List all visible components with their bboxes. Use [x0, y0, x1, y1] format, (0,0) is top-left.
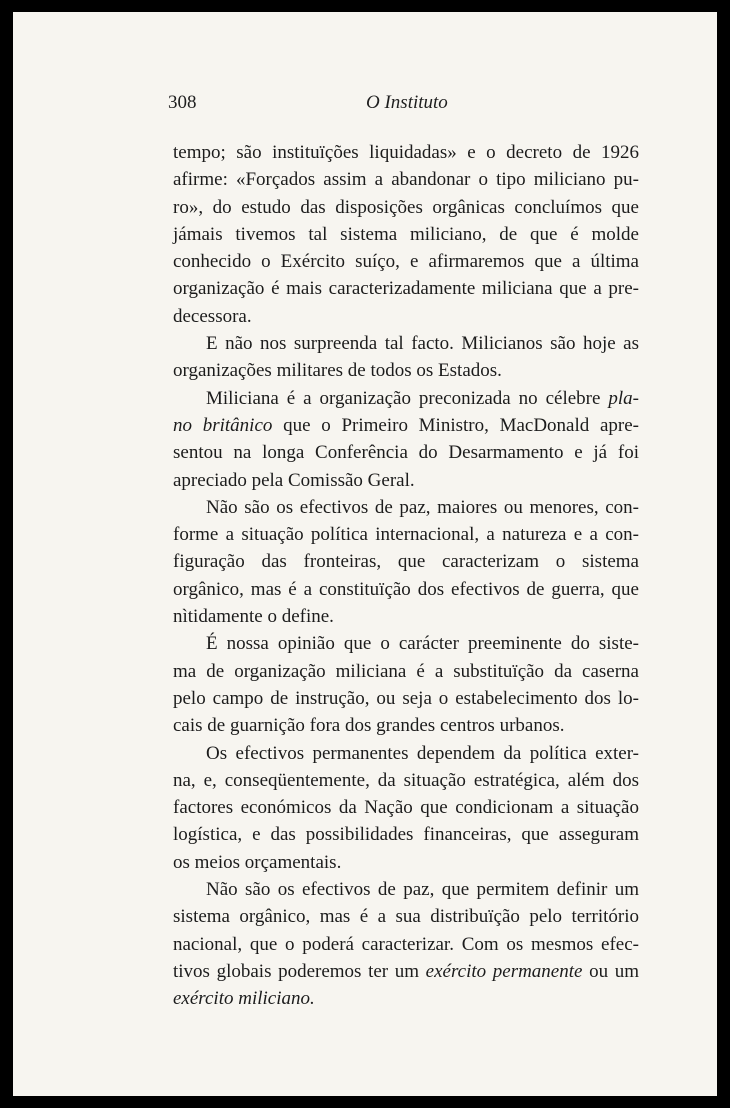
- text-line: no britânico que o Primeiro Ministro, MacDonald apre-: [173, 414, 640, 436]
- text-line: logística, e das possibilidades financeiras, que asseguram: [173, 824, 639, 846]
- text-line: E não nos surpreenda tal facto. Milicianos são hoje as: [206, 333, 639, 355]
- text-line: jámais tivemos tal sistema miliciano, de que é molde: [173, 223, 639, 245]
- paragraph: [173, 139, 639, 330]
- text-line: Não são os efectivos de paz, maiores ou menores, con-: [206, 496, 639, 518]
- text-line: exército miliciano.: [173, 988, 315, 1010]
- paragraph: [173, 630, 639, 739]
- text-line: figuração das fronteiras, que caracterizam o sistema: [173, 551, 639, 573]
- text-line: afirme: «Forçados assim a abandonar o tipo miliciano pu-: [173, 169, 639, 191]
- text-line: decessora.: [173, 305, 252, 327]
- text-line: É nossa opinião que o carácter preeminente do siste-: [206, 633, 639, 655]
- text-line: Os efectivos permanentes dependem da política exter-: [206, 742, 639, 764]
- text-line: tempo; são instituïções liquidadas» e o decreto de 1926: [173, 142, 639, 163]
- text-line: organização é mais caracterizadamente miliciana que a pre-: [173, 278, 639, 300]
- text-line: tivos globais poderemos ter um exército permanente ou um: [173, 960, 639, 982]
- text-line: apreciado pela Comissão Geral.: [173, 469, 415, 491]
- text-line: sentou na longa Conferência do Desarmamento e já foi: [173, 442, 639, 464]
- page-header: [168, 92, 568, 122]
- book-page: [13, 12, 717, 1096]
- text-line: forme a situação política internacional, a natureza e a con-: [173, 524, 639, 546]
- text-line: factores económicos da Nação que condicionam a situação: [173, 797, 639, 819]
- text-line: conhecido o Exército suíço, e afirmaremos que a última: [173, 251, 639, 273]
- paragraph: [173, 330, 639, 385]
- page-number: 308: [168, 92, 197, 113]
- text-line: sistema orgânico, mas é a sua distribuïção pelo território: [173, 906, 639, 928]
- paragraph: [173, 740, 639, 876]
- body-text: [173, 139, 639, 1013]
- text-line: pelo campo de instrução, ou seja o estabelecimento dos lo-: [173, 687, 639, 709]
- text-line: na, e, conseqüentemente, da situação estratégica, além dos: [173, 769, 639, 791]
- text-line: nìtidamente o define.: [173, 606, 334, 628]
- paragraph: [173, 494, 639, 630]
- text-line: orgânico, mas é a constituïção dos efectivos de guerra, que: [173, 578, 639, 600]
- paragraph: [173, 385, 639, 494]
- paragraph: [173, 876, 639, 1012]
- text-line: nacional, que o poderá caracterizar. Com os mesmos efec-: [173, 933, 639, 955]
- text-line: ma de organização miliciana é a substituïção da caserna: [173, 660, 639, 682]
- text-line: cais de guarnição fora dos grandes centros urbanos.: [173, 715, 565, 737]
- text-line: Miliciana é a organização preconizada no célebre pla-: [206, 387, 639, 409]
- text-line: os meios orçamentais.: [173, 851, 342, 873]
- text-line: Não são os efectivos de paz, que permitem definir um: [206, 879, 639, 901]
- text-line: organizações militares de todos os Estados.: [173, 360, 502, 382]
- running-title: O Instituto: [366, 92, 448, 113]
- text-line: ro», do estudo das disposições orgânicas concluímos que: [173, 196, 639, 218]
